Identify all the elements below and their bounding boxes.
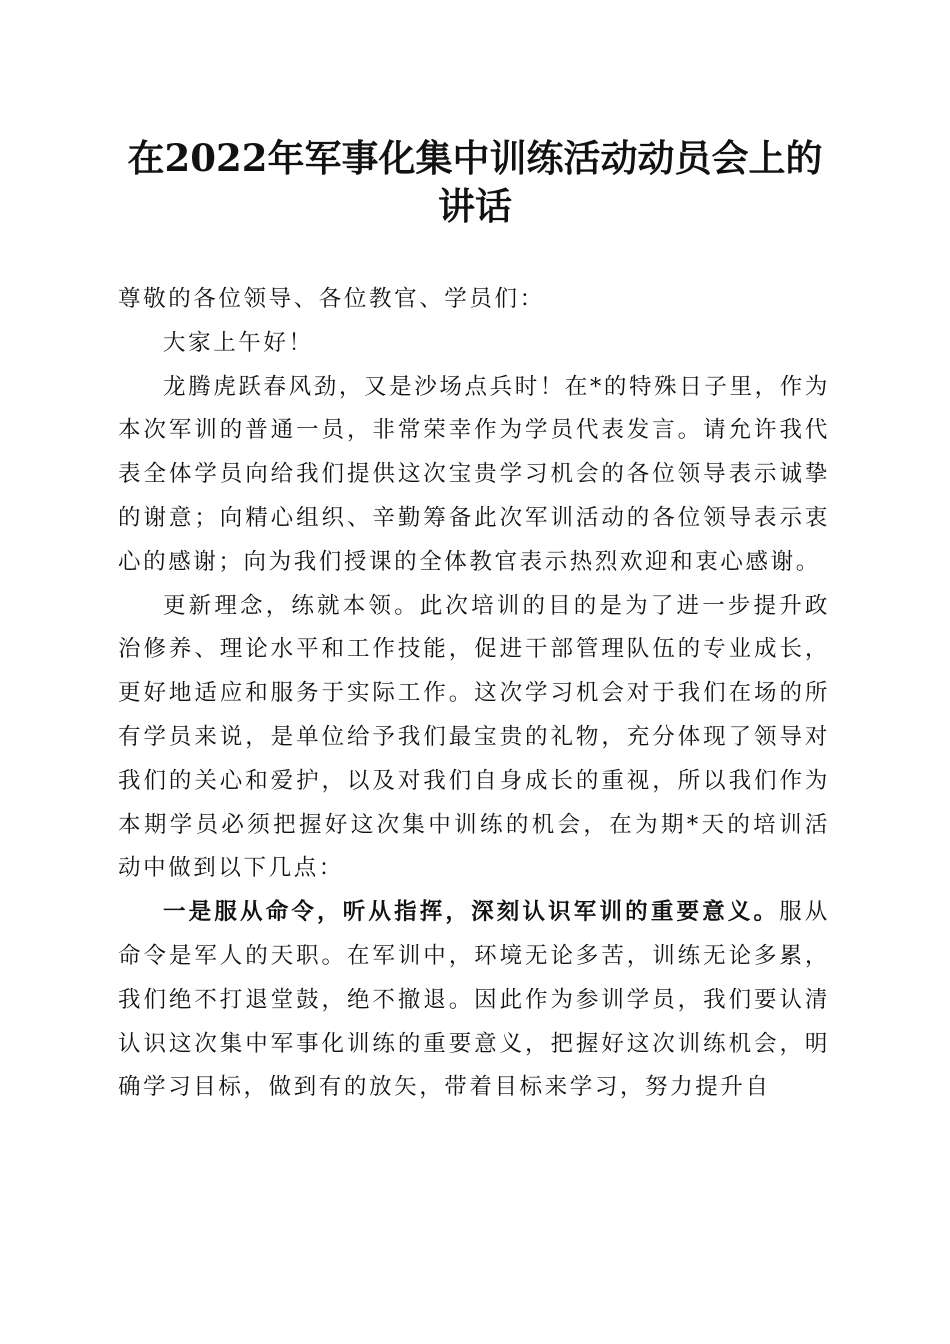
paragraph-point-one	[118, 891, 830, 1110]
paragraph-opening	[118, 366, 830, 585]
greeting: 大家上午好！	[163, 329, 314, 356]
paragraph-text: 服从命令是军人的天职。在军训中，环境无论多苦，训练无论多累，我们绝不打退堂鼓，绝不撤退。因此作为参训学员，我们要认清认识这次集中军事化训练的重要意义，把握好这次训练机会，明确学习目标，做到有的放矢，带着目标来学习，努力提升自	[118, 899, 830, 1101]
paragraph-lead: 一是服从命令，听从指挥，深刻认识军训的重要意义。	[163, 899, 780, 926]
paragraph-text: 龙腾虎跃春风劲，又是沙场点兵时！在*的特殊日子里，作为本次军训的普通一员，非常荣幸作为学员代表发言。请允许我代表全体学员向给我们提供这次宝贵学习机会的各位领导表示诚挚的谢意；向精心组织、辛勤筹备此次军训活动的各位领导表示衷心的感谢；向为我们授课的全体教官表示热烈欢迎和衷心感谢。	[118, 373, 830, 575]
document-body	[118, 278, 830, 1110]
document-title: 在2022年军事化集中训练活动动员会上的讲话	[127, 136, 823, 228]
paragraph-text: 更新理念，练就本领。此次培训的目的是为了进一步提升政治修养、理论水平和工作技能，促进干部管理队伍的专业成长，更好地适应和服务于实际工作。这次学习机会对于我们在场的所有学员来说，是单位给予我们最宝贵的礼物，充分体现了领导对我们的关心和爱护，以及对我们自身成长的重视，所以我们作为本期学员必须把握好这次集中训练的机会，在为期*天的培训活动中做到以下几点：	[118, 592, 830, 882]
paragraph-training-purpose	[118, 585, 830, 892]
salutation: 尊敬的各位领导、各位教官、学员们：	[118, 286, 545, 312]
